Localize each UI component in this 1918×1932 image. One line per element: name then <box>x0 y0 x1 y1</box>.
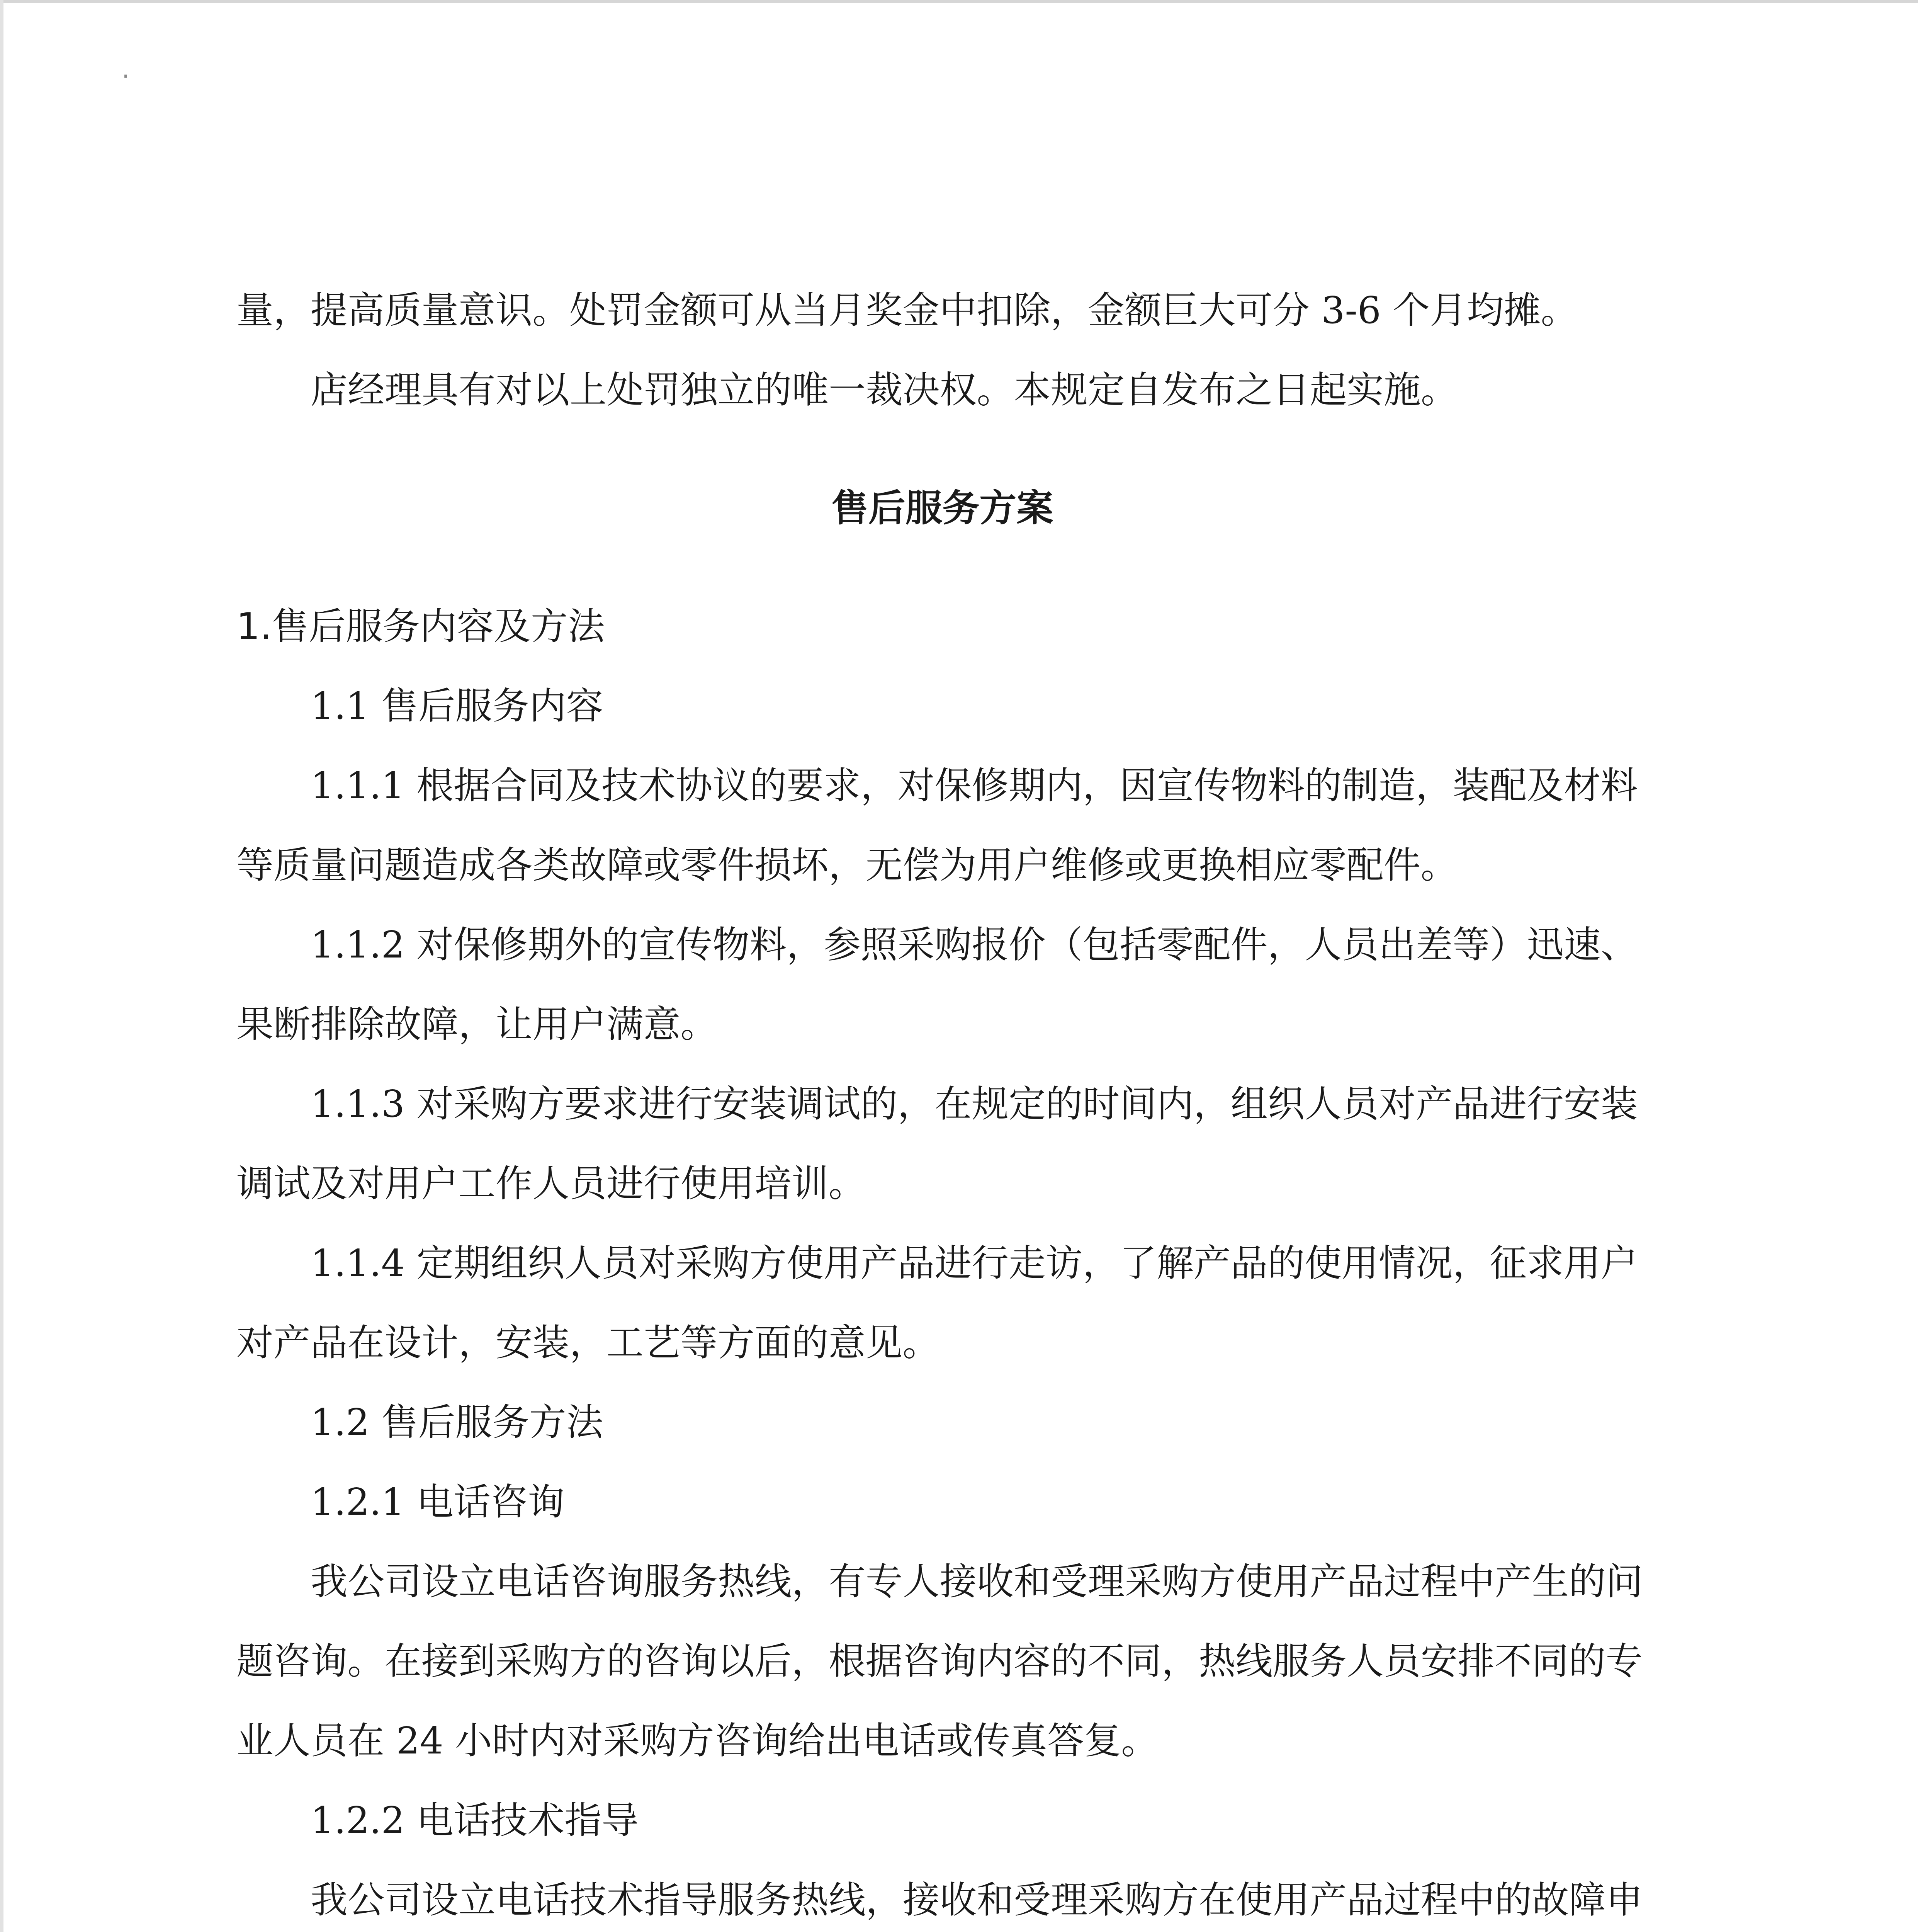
section-heading-1: 1.售后服务内容及方法 <box>236 605 605 648</box>
paragraph-line: 1.1.2 对保修期外的宣传物料，参照采购报价（包括零配件，人员出差等）迅速、 <box>311 923 1638 966</box>
paragraph-line: 果断排除故障，让用户满意。 <box>236 1003 718 1046</box>
paragraph-line: 1.1.3 对采购方要求进行安装调试的，在规定的时间内，组织人员对产品进行安装 <box>311 1082 1638 1126</box>
document-body <box>236 270 1648 1932</box>
document-title: 售后服务方案 <box>831 486 1053 530</box>
subsection-heading-1-2: 1.2 售后服务方法 <box>311 1401 603 1444</box>
paragraph-line: 我公司设立电话咨询服务热线，有专人接收和受理采购方使用产品过程中产生的问 <box>311 1560 1643 1603</box>
item-heading-1-2-1: 1.2.1 电话咨询 <box>311 1480 565 1524</box>
item-1-1-4 <box>236 1223 1648 1383</box>
item-1-2-1 <box>236 1542 1648 1781</box>
paragraph-line: 1.1.4 定期组织人员对采购方使用产品进行走访，了解产品的使用情况，征求用户 <box>311 1242 1638 1285</box>
paragraph-line: 业人员在 24 小时内对采购方咨询给出电话或传真答复。 <box>236 1719 1159 1762</box>
item-1-2-2 <box>236 1860 1648 1932</box>
subsection-heading-1-1: 1.1 售后服务内容 <box>311 684 603 728</box>
continuation-line-2: 店经理具有对以上处罚独立的唯一裁决权。本规定自发布之日起实施。 <box>311 368 1458 412</box>
paragraph-line: 我公司设立电话技术指导服务热线，接收和受理采购方在使用产品过程中的故障申 <box>311 1878 1643 1922</box>
item-1-1-2 <box>236 905 1648 1064</box>
continuation-line-1: 量，提高质量意识。处罚金额可从当月奖金中扣除，金额巨大可分 3-6 个月均摊。 <box>236 289 1578 332</box>
item-1-1-3 <box>236 1064 1648 1223</box>
scan-edge-left <box>0 0 3 1932</box>
paragraph-line: 对产品在设计，安装，工艺等方面的意见。 <box>236 1321 940 1364</box>
item-heading-1-2-2: 1.2.2 电话技术指导 <box>311 1799 639 1842</box>
paragraph-line: 调试及对用户工作人员进行使用培训。 <box>236 1162 866 1205</box>
paragraph-line: 1.1.1 根据合同及技术协议的要求，对保修期内，因宣传物料的制造，装配及材料 <box>311 764 1638 807</box>
scan-edge-top <box>0 0 1918 3</box>
paragraph-line: 题咨询。在接到采购方的咨询以后，根据咨询内容的不同，热线服务人员安排不同的专 <box>236 1639 1643 1683</box>
item-1-1-1 <box>236 746 1648 905</box>
paragraph-line: 等质量问题造成各类故障或零件损坏，无偿为用户维修或更换相应零配件。 <box>236 844 1458 887</box>
scan-speck <box>124 75 127 78</box>
